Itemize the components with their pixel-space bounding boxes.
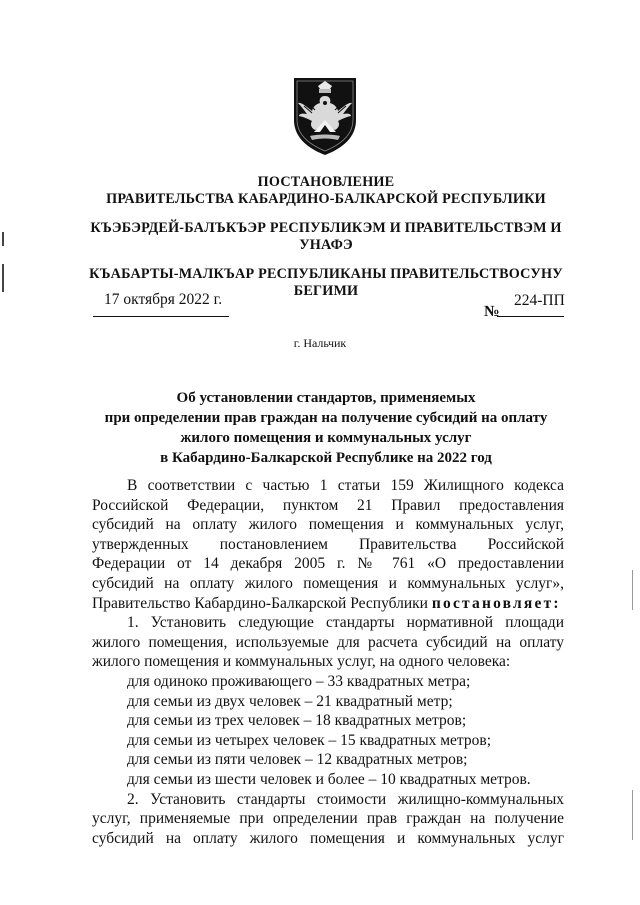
body-line: Федерации от 14 декабря 2005 г. № 761 «О предоставлении <box>92 555 564 573</box>
norm-item: для одиноко проживающего – 33 квадратных метра; <box>127 672 471 690</box>
title-line: жилого помещения и коммунальных услуг <box>180 430 472 446</box>
title-line: при определении прав граждан на получение субсидий на оплату <box>104 410 548 426</box>
body-line: жилого помещения, используемые для расчета субсидий на оплату <box>92 633 564 651</box>
title-line: в Кабардино-Балкарской Республике на 2022 год <box>160 450 492 466</box>
norm-item: для семьи из шести человек и более – 10 квадратных метров. <box>127 770 531 788</box>
number-sign: № <box>484 303 500 320</box>
header-line: ПРАВИТЕЛЬСТВА КАБАРДИНО-БАЛКАРСКОЙ РЕСПУБЛИКИ <box>106 191 546 207</box>
number-underline <box>497 316 564 317</box>
document-body <box>92 476 564 848</box>
scan-margin-mark <box>2 264 4 292</box>
body-line: субсидий на оплату жилого помещения и коммунальных услуг <box>92 829 564 847</box>
header-kabardian <box>40 220 612 254</box>
body-line: жилого помещения и коммунальных услуг, на одного человека: <box>92 653 511 671</box>
header-russian <box>40 174 612 208</box>
body-line <box>92 594 564 614</box>
body-line: услуг, применяемые при определении прав граждан на получение <box>92 810 564 828</box>
coat-of-arms-emblem <box>292 76 358 156</box>
header-line: ПОСТАНОВЛЕНИЕ <box>257 174 395 190</box>
document-date: 17 октября 2022 г. <box>104 291 223 308</box>
body-line: субсидий на оплату жилого помещения и коммунальных услуг», <box>92 574 564 592</box>
decree-word: постановляет: <box>431 594 561 612</box>
body-text: Правительство Кабардино-Балкарской Республики <box>92 594 428 612</box>
norm-item: для семьи из двух человек – 21 квадратный метр; <box>127 692 453 710</box>
body-line: субсидий на оплату жилого помещения и коммунальных услуг, <box>92 516 564 534</box>
scan-margin-mark <box>632 570 633 610</box>
body-line: 1. Установить следующие стандарты нормативной площади <box>127 614 564 632</box>
norm-item: для семьи из трех человек – 18 квадратных метров; <box>127 712 467 730</box>
norm-item: для семьи из пяти человек – 12 квадратных метров; <box>127 751 468 769</box>
coat-of-arms-icon <box>292 76 358 156</box>
document-number: 224-ПП <box>514 292 565 309</box>
norm-item: для семьи из четырех человек – 15 квадратных метров; <box>127 731 492 749</box>
document-title <box>72 388 580 468</box>
header-line: КЪАБАРТЫ-МАЛКЪАР РЕСПУБЛИКАНЫ ПРАВИТЕЛЬСТВОСУНУ <box>89 266 563 282</box>
header-line: БЕГИМИ <box>293 283 359 299</box>
body-line: утвержденных постановлением Правительства Российской <box>92 535 564 553</box>
header-line: УНАФЭ <box>299 237 353 253</box>
body-line: Российской Федерации, пунктом 21 Правил предоставления <box>92 496 564 514</box>
scan-margin-mark <box>632 790 633 840</box>
title-line: Об установлении стандартов, применяемых <box>176 390 476 406</box>
body-line: 2. Установить стандарты стоимости жилищно-коммунальных <box>127 790 564 808</box>
date-underline <box>93 316 229 317</box>
body-line: В соответствии с частью 1 статьи 159 Жилищного кодекса <box>127 477 564 494</box>
city: г. Нальчик <box>293 336 347 350</box>
scan-margin-mark <box>2 232 4 246</box>
header-line: КЪЭБЭРДЕЙ-БАЛЪКЪЭР РЕСПУБЛИКЭМ И ПРАВИТЕЛЬСТВЭМ И <box>90 220 562 236</box>
